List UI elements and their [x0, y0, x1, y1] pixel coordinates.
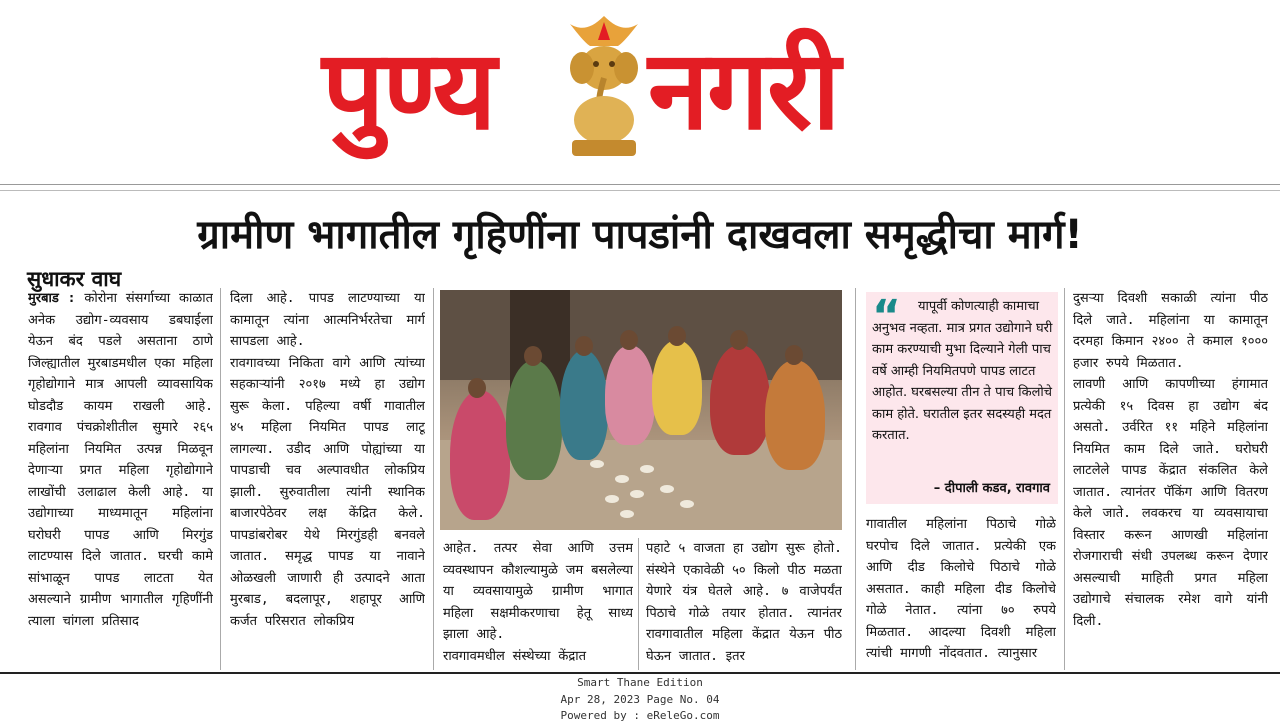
article-column-1 [28, 288, 213, 670]
masthead-title-right: नगरी [648, 26, 839, 154]
masthead [0, 0, 1280, 185]
column-1-text: कोरोना संसर्गाच्या काळात अनेक उद्योग-व्यवसाय डबघाईला येऊन बंद पडले असताना ठाणे जिल्ह्यातील मुरबाडमधील एका महिला गृहोद्योगाने मात्र आपली व्यावसायिक घोडदौड कायम राखली आहे. रावगाव पंचक्रोशीतील सुमारे २६५ महिलांना नियमित उत्पन्न मिळवून देणाऱ्या प्रगत महिला गृहोद्योगाने लाखोंची उलाढाल केली आहे. या उद्योगाच्या माध्यमातून महिलांना घरोघरी पापड आणि मिरगुंड लाटण्यास दिले जातात. घरची कामे सांभाळून पापड लाटता येत असल्याने ग्रामीण भागातील गृहिणींनी त्याला चांगला प्रतिसाद [28, 291, 213, 629]
column-divider [433, 288, 434, 670]
article-column-4: पहाटे ५ वाजता हा उद्योग सुरू होतो. संस्थेने एकावेळी ५० किलो पीठ मळता येणारे यंत्र घेतले आहे. ७ वाजेपर्यंत पिठाचे गोळे तयार होतात. त्यानंतर रावगावातील महिला केंद्रात येऊन पीठ घेऊन जातात. इतर [646, 541, 842, 664]
pull-quote-author: – दीपाली कडव, रावगाव [933, 481, 1050, 496]
dateline: मुरबाड : [28, 291, 76, 306]
article-column-2: दिला आहे. पापड लाटण्याच्या या कामातून त्यांना आत्मनिर्भरतेचा मार्ग सापडला आहे. रावगावच्या निकिता वागे आणि त्यांच्या सहकाऱ्यांनी २०१७ मध्ये हा उद्योग सुरू केला. पहिल्या वर्षी गावातील ४५ महिला नियमित पापड लाटू लागल्या. उडीद आणि पोह्यांच्या या पापडाची चव अल्पावधीत लोकप्रिय झाली. सुरुवातीला त्यांनी स्थानिक बाजारपेठेवर लक्ष केंद्रित केले. पापडांबरोबर येथे मिरगुंडही बनवले जातात. समृद्ध पापड या नावाने ओळखली जाणारी ही उत्पादने आता मुरबाड, बदलापूर, शहापूर आणि कर्जत परिसरात लोकप्रिय [230, 291, 425, 629]
page-footer [0, 675, 1280, 725]
article-photo [440, 290, 842, 530]
article-column-3: आहेत. तत्पर सेवा आणि उत्तम व्यवस्थापन कौशल्यामुळे जम बसलेल्या या व्यवसायामुळे ग्रामीण भागात महिला सक्षमीकरणाचा हेतू साध्य झाला आहे. रावगावमधील संस्थेच्या केंद्रात [443, 541, 633, 664]
footer-powered-by: Powered by : eReleGo.com [560, 709, 720, 722]
masthead-divider-secondary [0, 190, 1280, 191]
masthead-title-left: पुण्य [322, 26, 495, 154]
column-divider [638, 538, 639, 670]
article-column-5: गावातील महिलांना पिठाचे गोळे घरपोच दिले जातात. प्रत्येकी एक आणि दीड किलोचे पिठाचे गोळे असतात. काही महिला दीड किलोचे गोळे नेतात. त्यांना ७० रुपये मिळतात. आदल्या दिवशी महिला त्यांची मागणी नोंदवतात. त्यानुसार [866, 517, 1056, 661]
quote-mark-icon: “ [872, 291, 901, 342]
pull-quote-box [866, 292, 1058, 504]
footer-edition: Smart Thane Edition [577, 676, 703, 689]
column-divider [220, 288, 221, 670]
footer-date-page: Apr 28, 2023 Page No. 04 [560, 692, 720, 706]
masthead-divider [0, 184, 1280, 185]
column-divider [855, 288, 856, 670]
article-column-6: दुसऱ्या दिवशी सकाळी त्यांना पीठ दिले जाते. महिलांना या कामातून दरमहा किमान २४०० ते कमाल १००० हजार रुपये मिळतात. लावणी आणि कापणीच्या हंगामात प्रत्येकी १५ दिवस हा उद्योग बंद असतो. उर्वरित ११ महिने महिलांना नियमित काम दिले जाते. घरोघरी लाटलेले पापड केंद्रात संकलित केले जातात. त्यानंतर पॅकिंग आणि वितरण केले जाते. लवकरच या व्यवसायाचा विस्तार करून आणखी महिलांना रोजगाराची संधी उपलब्ध करून देणार असल्याची माहिती प्रगत महिला उद्योगाचे संचालक रमेश वागे यांनी दिली. [1073, 291, 1268, 629]
article-headline: ग्रामीण भागातील गृहिणींना पापडांनी दाखवला समृद्धीचा मार्ग! [197, 212, 1083, 258]
pull-quote-text: यापूर्वी कोणत्याही कामाचा अनुभव नव्हता. मात्र प्रगत उद्योगाने घरी काम करण्याची मुभा दिल्याने गेली पाच वर्षे आम्ही नियमितपणे पापड लाटत आहोत. घरबसल्या तीन ते पाच किलोचे काम होते. घरातील इतर सदस्यही मदत करतात. [872, 299, 1053, 443]
footer-divider [0, 672, 1280, 674]
column-divider [1064, 288, 1065, 670]
article-byline: सुधाकर वाघ [27, 267, 122, 291]
ganesha-emblem-icon [560, 12, 648, 162]
